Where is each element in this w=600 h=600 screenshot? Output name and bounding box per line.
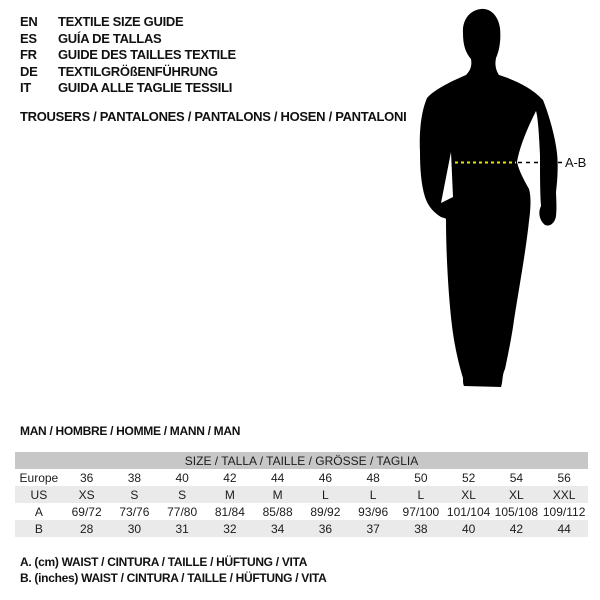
category-title: TROUSERS / PANTALONES / PANTALONS / HOSEN / PANTALONI — [20, 109, 407, 124]
size-cell: S — [111, 486, 159, 503]
size-cell: 31 — [158, 520, 206, 537]
language-label: GUÍA DE TALLAS — [58, 30, 162, 46]
gender-title: MAN / HOMBRE / HOMME / MANN / MAN — [20, 424, 241, 438]
size-cell: 89/92 — [310, 504, 341, 519]
size-cell: 101/104 — [446, 504, 491, 519]
language-code: FR — [20, 47, 37, 62]
language-label: GUIDA ALLE TAGLIE TESSILI — [58, 80, 233, 95]
table-row — [15, 520, 588, 537]
size-cell: 81/84 — [214, 504, 245, 519]
table-row — [15, 469, 588, 486]
size-cell: 38 — [397, 520, 445, 537]
silhouette-body — [420, 9, 558, 387]
size-table-body — [15, 452, 588, 537]
size-cell: 77/80 — [167, 504, 198, 519]
language-row — [20, 64, 236, 81]
size-cell: XL — [493, 486, 541, 503]
row-label: B — [15, 520, 63, 537]
language-code: DE — [20, 63, 38, 79]
size-cell: 54 — [509, 470, 524, 485]
waist-measure-label: A-B — [565, 155, 587, 170]
size-cell: 97/100 — [402, 504, 440, 519]
size-cell: 44 — [270, 470, 285, 485]
size-cell: 37 — [349, 520, 397, 537]
table-row — [15, 486, 588, 503]
measure-notes — [20, 555, 327, 586]
language-row — [20, 31, 236, 48]
size-cell: 109/112 — [542, 504, 586, 519]
size-cell: 40 — [175, 470, 189, 485]
note-b: B. (inches) WAIST / CINTURA / TAILLE / HÜFTUNG / VITA — [20, 570, 327, 585]
size-cell: 48 — [366, 470, 380, 485]
language-code: IT — [20, 80, 31, 95]
row-label: Europe — [19, 470, 59, 485]
size-cell: 73/76 — [119, 504, 150, 519]
size-cell: S — [158, 486, 206, 503]
language-code: EN — [20, 14, 38, 29]
size-cell: 36 — [302, 520, 350, 537]
size-cell: 28 — [63, 520, 111, 537]
man-silhouette — [400, 0, 600, 400]
row-label: US — [15, 486, 63, 503]
size-cell: 50 — [414, 470, 428, 485]
size-cell: 30 — [111, 520, 159, 537]
size-cell: 42 — [493, 520, 541, 537]
man-silhouette-image — [400, 0, 600, 400]
language-code: ES — [20, 30, 37, 46]
note-a: A. (cm) WAIST / CINTURA / TAILLE / HÜFTUNG / VITA — [20, 555, 308, 569]
language-row — [20, 14, 236, 31]
language-row — [20, 80, 236, 97]
size-cell: L — [349, 486, 397, 503]
size-table-header: SIZE / TALLA / TAILLE / GRÖSSE / TAGLIA — [15, 452, 588, 469]
size-cell: L — [302, 486, 350, 503]
language-label: TEXTILE SIZE GUIDE — [58, 14, 184, 29]
size-cell: XS — [63, 486, 111, 503]
size-cell: 34 — [254, 520, 302, 537]
size-cell: XXL — [540, 486, 588, 503]
size-cell: 46 — [318, 470, 333, 485]
size-cell: 85/88 — [262, 504, 293, 519]
table-row — [15, 503, 588, 520]
language-row — [20, 47, 236, 64]
size-cell: 105/108 — [494, 504, 539, 519]
language-label: GUIDE DES TAILLES TEXTILE — [58, 47, 236, 62]
language-list — [20, 14, 236, 97]
size-cell: 69/72 — [71, 504, 102, 519]
row-label: A — [34, 504, 43, 519]
size-cell: L — [397, 486, 445, 503]
size-table-header-row — [15, 452, 588, 469]
size-cell: 36 — [79, 470, 94, 485]
size-cell: 38 — [127, 470, 142, 485]
size-table — [15, 452, 588, 537]
size-cell: 42 — [223, 470, 237, 485]
size-cell: 56 — [557, 470, 571, 485]
size-cell: 40 — [445, 520, 493, 537]
size-cell: M — [206, 486, 254, 503]
size-cell: 52 — [461, 470, 476, 485]
size-cell: 93/96 — [358, 504, 389, 519]
size-cell: XL — [445, 486, 493, 503]
size-cell: 44 — [540, 520, 588, 537]
language-label: TEXTILGRÖßENFÜHRUNG — [58, 63, 218, 79]
size-cell: 32 — [206, 520, 254, 537]
size-cell: M — [254, 486, 302, 503]
